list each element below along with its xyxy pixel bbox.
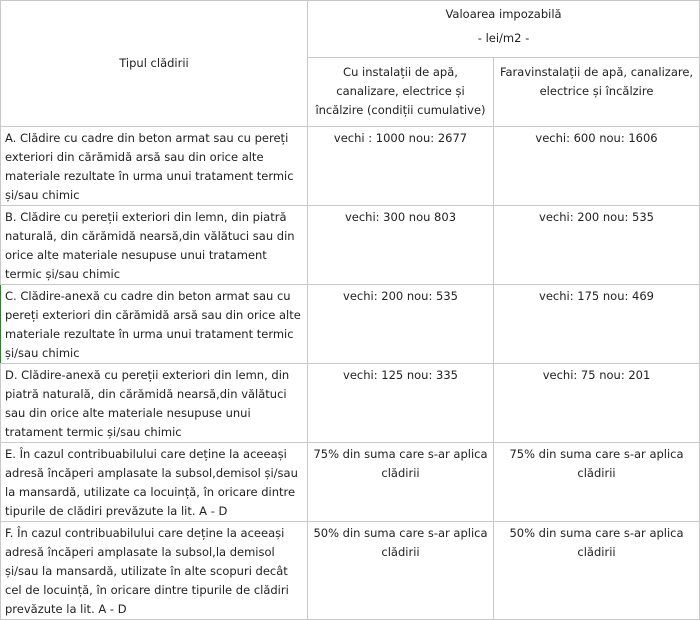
taxable-value-label: Valoarea impozabilă [445, 7, 562, 21]
header-row [1, 1, 700, 58]
table-row [1, 364, 700, 443]
without-installations-header [494, 58, 700, 127]
building-type-cell: B. Clădire cu pereții exteriori din lemn, din piatră naturală, din cărămidă nearsă,din vălătuci sau din orice alte materiale nesupuse unui tratament termic și/sau chimic [1, 206, 308, 285]
value-with-installations: 75% din suma care s-ar aplica clădirii [308, 443, 494, 522]
value-without-installations: vechi: 75 nou: 201 [494, 364, 700, 443]
value-with-installations: vechi: 125 nou: 335 [308, 364, 494, 443]
table-row [1, 443, 700, 522]
building-type-cell: D. Clădire-anexă cu pereții exteriori din lemn, din piatră naturală, din cărămidă nearsă,din vălătuci sau din orice alte materiale nesupuse unui tratament termic și/sau chimic [1, 364, 308, 443]
table-row [1, 522, 700, 620]
value-with-installations: vechi : 1000 nou: 2677 [308, 127, 494, 206]
table-row [1, 127, 700, 206]
value-without-installations: vechi: 600 nou: 1606 [494, 127, 700, 206]
table-row [1, 285, 700, 364]
taxable-value-header [308, 1, 700, 58]
value-without-installations: vechi: 200 nou: 535 [494, 206, 700, 285]
value-without-installations: 50% din suma care s-ar aplica clădirii [494, 522, 700, 620]
building-type-cell: E. În cazul contribuabilului care deține la aceeași adresă încăperi amplasate la subsol,demisol și/sau la mansardă, utilizate ca locuință, în oricare dintre tipurile de clădiri prevăzute la lit. A - D [1, 443, 308, 522]
with-installations-header [308, 58, 494, 127]
unit-label: - lei/m2 - [477, 31, 530, 45]
value-with-installations: vechi: 300 nou 803 [308, 206, 494, 285]
table-row [1, 206, 700, 285]
building-type-header: Tipul clădirii [1, 1, 308, 127]
value-with-installations: vechi: 200 nou: 535 [308, 285, 494, 364]
building-type-cell: C. Clădire-anexă cu cadre din beton armat sau cu pereți exteriori din cărămidă arsă sau din orice alte materiale rezultate în urma unui tratament termic și/sau chimic [1, 285, 308, 364]
value-without-installations: 75% din suma care s-ar aplica clădirii [494, 443, 700, 522]
value-without-installations: vechi: 175 nou: 469 [494, 285, 700, 364]
building-type-cell: F. În cazul contribuabilului care deține la aceeași adresă încăperi amplasate la subsol,la demisol și/sau la mansardă, utilizate în alte scopuri decât cel de locuință, în oricare dintre tipurile de clădiri prevăzute la lit. A - D [1, 522, 308, 620]
without-installations-label: Faravinstalații de apă, canalizare, electrice și încălzire [499, 65, 694, 98]
value-with-installations: 50% din suma care s-ar aplica clădirii [308, 522, 494, 620]
building-type-cell: A. Clădire cu cadre din beton armat sau cu pereți exteriori din cărămidă arsă sau din orice alte materiale rezultate în urma unui tratament termic și/sau chimic [1, 127, 308, 206]
with-installations-label: Cu instalații de apă, canalizare, electrice și încălzire (condiții cumulative) [315, 65, 486, 117]
